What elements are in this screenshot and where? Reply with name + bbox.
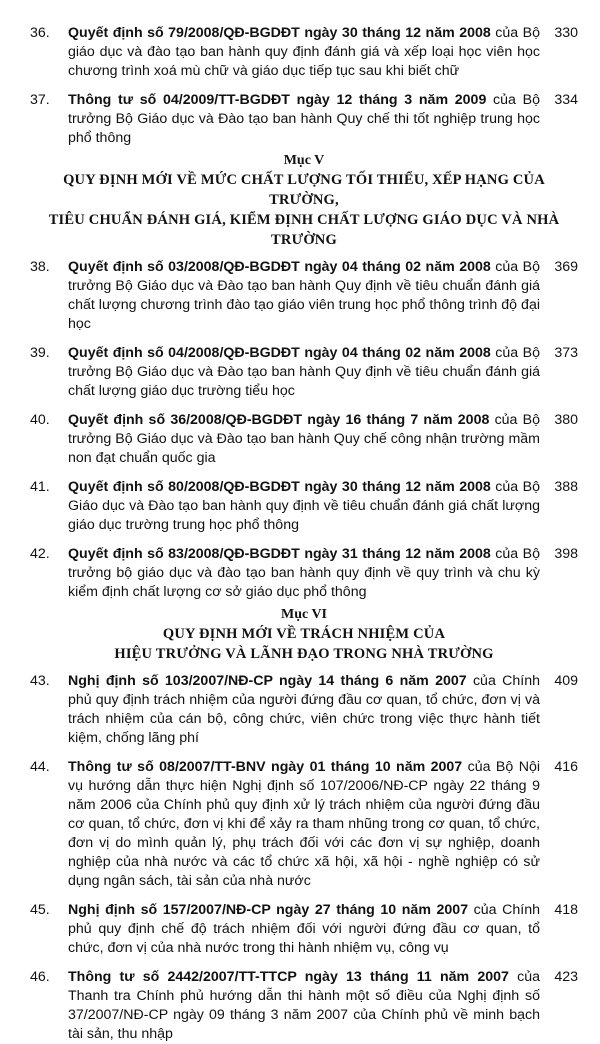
entry-number: 37. <box>30 92 50 108</box>
entry-title: Quyết định số 83/2008/QĐ-BGDĐT ngày 31 tháng 12 năm 2008 <box>68 546 491 562</box>
section-vi-heading <box>30 606 578 664</box>
entry-page-number: 330 <box>554 25 578 41</box>
entry-text: của Bộ Nội vụ hướng dẫn thực hiện Nghị định số 107/2006/NĐ-CP ngày 22 tháng 9 năm 2006 của Chính phủ quy định xử lý trách nhiệm của người đứng đầu cơ quan, tổ chức, đơn vị khi để xảy ra tham nhũng trong cơ quan, tổ chức, đơn vị do mình quản lý, phụ trách đối với các đơn vị sự nghiệp, doanh nghiệp của nhà nước và các tổ chức xã hội, xã hội - nghề nghiệp có sử dụng ngân sách, tài sản của nhà nước <box>68 759 540 889</box>
entry-text: của Bộ Giáo dục và Đào tạo ban hành quy định về tiêu chuẩn đánh giá chất lượng giáo dục trường trung học phổ thông <box>68 479 540 533</box>
entry-body <box>68 91 578 148</box>
entry-title: Quyết định số 03/2008/QĐ-BGDĐT ngày 04 tháng 02 năm 2008 <box>68 259 491 275</box>
section-title-line-2: HIỆU TRƯỞNG VÀ LÃNH ĐẠO TRONG NHÀ TRƯỜNG <box>114 646 494 662</box>
entry-text: của Chính phủ quy định chế độ trách nhiệm đối với người đứng đầu cơ quan, tổ chức, đơn vị của nhà nước trong thi hành nhiệm vụ, công vụ <box>68 902 540 956</box>
entry-body <box>68 478 578 535</box>
entry-38 <box>30 258 578 334</box>
entry-36 <box>30 24 578 81</box>
entry-body <box>68 968 578 1044</box>
entry-body <box>68 411 578 468</box>
entry-number: 39. <box>30 345 50 361</box>
entry-number: 40. <box>30 412 50 428</box>
entry-text: của Thanh tra Chính phủ hướng dẫn thi hành một số điều của Nghị định số 37/2007/NĐ-CP ngày 09 tháng 3 năm 2007 của Chính phủ về minh bạch tài sản, thu nhập <box>68 969 540 1042</box>
entry-body <box>68 258 578 334</box>
entry-text: của Bộ trưởng bộ giáo dục và đào tạo ban hành quy định về quy trình và chu kỳ kiểm định chất lượng cơ sở giáo dục phổ thông <box>68 546 540 600</box>
entry-39 <box>30 344 578 401</box>
entry-title: Nghị định số 157/2007/NĐ-CP ngày 27 tháng 10 năm 2007 <box>68 902 469 918</box>
entry-text: của Bộ trưởng Bộ Giáo dục và Đào tạo ban hành Quy định về tiêu chuẩn đánh giá chất lượng giáo dục trường tiểu học <box>68 345 540 399</box>
entry-page-number: 416 <box>554 759 578 775</box>
entry-title: Quyết định số 80/2008/QĐ-BGDĐT ngày 30 tháng 12 năm 2008 <box>68 479 491 495</box>
entry-40 <box>30 411 578 468</box>
entry-title: Thông tư số 04/2009/TT-BGDĐT ngày 12 tháng 3 năm 2009 <box>68 92 487 108</box>
entry-number: 42. <box>30 546 50 562</box>
entry-body <box>68 344 578 401</box>
section-label: Mục V <box>283 153 325 168</box>
entry-number: 46. <box>30 969 50 985</box>
entry-text: của Bộ trưởng Bộ Giáo dục và Đào tạo ban hành Quy chế thi tốt nghiệp trung học phổ thông <box>68 92 540 146</box>
entry-43 <box>30 672 578 748</box>
entry-text: của Bộ giáo dục và đào tạo ban hành quy định đánh giá và xếp loại học viên học chương trình xoá mù chữ và giáo dục tiếp tục sau khi biết chữ <box>68 25 540 79</box>
section-v-heading <box>30 152 578 250</box>
entry-45 <box>30 901 578 958</box>
entry-page-number: 398 <box>554 546 578 562</box>
entry-text: của Bộ trưởng Bộ Giáo dục và Đào tạo ban hành Quy định về tiêu chuẩn đánh giá chất lượng chương trình đào tạo giáo viên trung học phổ thông trình độ đại học <box>68 259 540 332</box>
entry-title: Quyết định số 79/2008/QĐ-BGDĐT ngày 30 tháng 12 năm 2008 <box>68 25 491 41</box>
entry-page-number: 388 <box>554 479 578 495</box>
entry-page-number: 409 <box>554 673 578 689</box>
section-title-line-1: QUY ĐỊNH MỚI VỀ TRÁCH NHIỆM CỦA <box>162 626 446 642</box>
entry-44 <box>30 758 578 891</box>
entry-text: của Bộ trưởng Bộ Giáo dục và Đào tạo ban hành Quy chế công nhận trường mầm non đạt chuẩn quốc gia <box>68 412 540 466</box>
entry-page-number: 423 <box>554 969 578 985</box>
entry-number: 45. <box>30 902 50 918</box>
entry-number: 44. <box>30 759 50 775</box>
entry-number: 41. <box>30 479 50 495</box>
entry-body <box>68 672 578 748</box>
entry-42 <box>30 545 578 602</box>
entry-number: 43. <box>30 673 50 689</box>
entry-number: 38. <box>30 259 50 275</box>
entry-page-number: 380 <box>554 412 578 428</box>
section-title-line-2: TIÊU CHUẨN ĐÁNH GIÁ, KIỂM ĐỊNH CHẤT LƯỢNG GIÁO DỤC VÀ NHÀ TRƯỜNG <box>48 212 560 248</box>
entry-title: Nghị định số 103/2007/NĐ-CP ngày 14 tháng 6 năm 2007 <box>68 673 467 689</box>
entry-page-number: 369 <box>554 259 578 275</box>
entry-page-number: 418 <box>554 902 578 918</box>
section-label: Mục VI <box>280 607 328 622</box>
entry-text: của Chính phủ quy định trách nhiệm của người đứng đầu cơ quan, tổ chức, đơn vị và trách nhiệm của cán bộ, công chức, viên chức trong việc thực hành tiết kiệm, chống lãng phí <box>68 673 540 746</box>
entry-number: 36. <box>30 25 50 41</box>
entry-title: Quyết định số 04/2008/QĐ-BGDĐT ngày 04 tháng 02 năm 2008 <box>68 345 491 361</box>
entry-page-number: 373 <box>554 345 578 361</box>
entry-title: Thông tư số 08/2007/TT-BNV ngày 01 tháng 10 năm 2007 <box>68 759 463 775</box>
entry-body <box>68 545 578 602</box>
entry-title: Quyết định số 36/2008/QĐ-BGDĐT ngày 16 tháng 7 năm 2008 <box>68 412 490 428</box>
entry-body <box>68 24 578 81</box>
section-title-line-1: QUY ĐỊNH MỚI VỀ MỨC CHẤT LƯỢNG TỐI THIỂU, XẾP HẠNG CỦA TRƯỜNG, <box>63 172 545 208</box>
entry-37 <box>30 91 578 148</box>
entry-46 <box>30 968 578 1044</box>
entry-body <box>68 901 578 958</box>
entry-title: Thông tư số 2442/2007/TT-TTCP ngày 13 tháng 11 năm 2007 <box>68 969 509 985</box>
entry-body <box>68 758 578 891</box>
entry-41 <box>30 478 578 535</box>
entry-page-number: 334 <box>554 92 578 108</box>
